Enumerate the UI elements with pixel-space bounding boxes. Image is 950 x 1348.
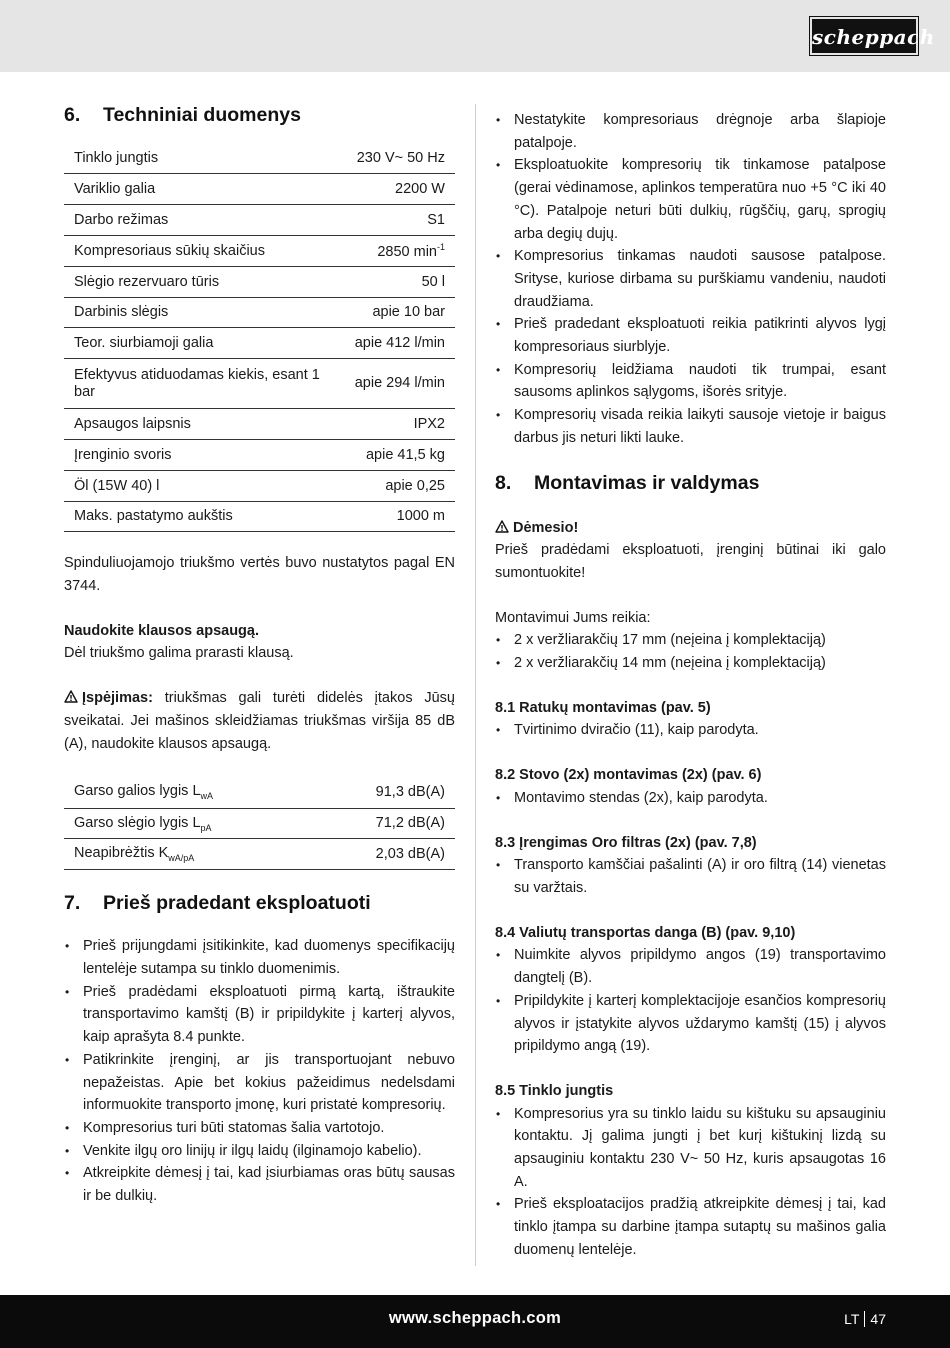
noise-measurement-text: Spinduliuojamojo triukšmo vertės buvo nustatytos pagal EN 3744.: [64, 555, 455, 594]
list-item: • Prieš eksploatacijos pradžią atkreipkite dėmesį į tai, kad tinklo įtampa su darbine įtampa sutaptų su mašinos galia duomenų lentelėje.: [495, 1193, 886, 1261]
noise-label: Garso galios lygis $L_{wA}$: [64, 777, 314, 808]
language-code: LT: [844, 1311, 860, 1327]
spec-value: 1000 m: [345, 501, 455, 532]
list-item: • Montavimo stendas (2x), kaip parodyta.: [495, 787, 886, 810]
hearing-protection-title: Naudokite klausos apsaugą.: [64, 622, 260, 639]
list-item: • Nuimkite alyvos pripildymo angos (19) transportavimo dangtelį (B).: [495, 944, 886, 989]
spec-label: Öl (15W 40) l: [64, 470, 345, 501]
list-item: • Eksploatuokite kompresorių tik tinkamose patalpose (gerai vėdinamose, aplinkos temperatūra nuo +5 °C iki 40 °C). Patalpoje neturi būti dulkių, rūgščių, garų, sprogių arba degių dujų.: [495, 154, 886, 245]
list-item: • Atkreipkite dėmesį į tai, kad įsiurbiamas oras būtų sausas ir be dulkių.: [64, 1162, 455, 1207]
spec-label: Įrenginio svoris: [64, 439, 345, 470]
spec-value: 230 V~ 50 Hz: [345, 143, 455, 174]
right-column: [495, 104, 886, 1262]
left-column: [64, 104, 455, 1208]
footer-url: www.scheppach.com: [388, 1309, 562, 1327]
footer: [0, 1295, 950, 1348]
noise-label: Neapibrėžtis $K_{wA/pA}$: [64, 839, 314, 870]
section-number: 8.: [495, 471, 512, 494]
assembly-subsections: [495, 675, 886, 1262]
subsection-title: 8.5 Tinklo jungtis: [495, 1082, 614, 1099]
spec-label: Kompresoriaus sūkių skaičius: [64, 235, 345, 266]
noise-values-table: [64, 777, 455, 870]
spec-value: 2850 $\min^{-1}$: [345, 235, 455, 266]
subsection-bullets: [495, 719, 886, 742]
spec-row: [64, 143, 455, 174]
attention-title: Dėmesio!: [495, 517, 886, 540]
list-item: • Venkite ilgų oro linijų ir ilgų laidų (ilginamojo kabelio).: [64, 1140, 455, 1163]
list-item: • Kompresorius tinkamas naudoti sausose patalpose. Srityse, kuriose dirbama su purškiamu vandeniu, naudoti draudžiama.: [495, 245, 886, 313]
noise-warning: Įspėjimas: triukšmas gali turėti didelės įtakos Jūsų sveikatai. Jei mašinos skleidžiamas triukšmas viršija 85 dB (A), naudokite klausos apsaugą.: [64, 690, 455, 752]
list-item: • Tvirtinimo dviračio (11), kaip parodyta.: [495, 719, 886, 742]
list-item: • Patikrinkite įrenginį, ar jis transportuojant nebuvo nepažeistas. Apie bet kokius pažeidimus nedelsdami informuokite transporto įmonę, kuri pristatė kompresorių.: [64, 1049, 455, 1117]
section-7-heading: [64, 892, 455, 915]
list-item: • Prieš pradėdami eksploatuoti pirmą kartą, ištraukite transportavimo kamštį (B) ir pripildykite į karterį alyvos, kaip aprašyta 8.4 punkte.: [64, 981, 455, 1049]
section-number: 6.: [64, 104, 81, 126]
spec-label: Slėgio rezervuaro tūris: [64, 266, 345, 297]
section-7-bullets-right: [495, 109, 886, 450]
warning-icon: [495, 520, 509, 533]
spec-row: [64, 328, 455, 359]
header-band: [0, 0, 950, 72]
section-title: Montavimas ir valdymas: [534, 471, 760, 494]
subsection-title: 8.1 Ratukų montavimas (pav. 5): [495, 699, 711, 716]
list-item: • Transporto kamščiai pašalinti (A) ir oro filtrą (14) vienetas su varžtais.: [495, 854, 886, 899]
list-item: • Kompresorių visada reikia laikyti sausoje vietoje ir baigus darbus jis neturi likti lauke.: [495, 404, 886, 449]
spec-label: Variklio galia: [64, 174, 345, 205]
spec-value: apie 0,25: [345, 470, 455, 501]
spec-row: [64, 409, 455, 440]
page-num: 47: [870, 1311, 886, 1327]
noise-value: 91,3 dB(A): [314, 777, 455, 808]
spec-row: [64, 235, 455, 266]
spec-label: Maks. pastatymo aukštis: [64, 501, 345, 532]
noise-value: 71,2 dB(A): [314, 808, 455, 839]
subsection-bullets: [495, 854, 886, 899]
list-item: • Kompresorius yra su tinklo laidu su kištuku su apsauginiu kontaktu. Jį galima jungti į bet kurį kištukinį lizdą su apsauginiu kontaktu 230 V~ 50 Hz, kuris apsaugotas 16 A.: [495, 1103, 886, 1194]
subsection-title: 8.4 Valiutų transportas danga (B) (pav. 9,10): [495, 924, 796, 941]
list-item: • Pripildykite į karterį komplektacijoje esančios kompresorių alyvos ir įstatykite alyvos uždarymo kamštį (15) į alyvos pripildymo angą (19).: [495, 990, 886, 1058]
spec-value: 2200 W: [345, 174, 455, 205]
spec-row: [64, 359, 455, 409]
subsection-bullets: [495, 787, 886, 810]
list-item: • 2 x veržliarakčių 17 mm (neįeina į komplektaciją): [495, 629, 886, 652]
spec-value: apie 412 l/min: [345, 328, 455, 359]
spec-label: Darbinis slėgis: [64, 297, 345, 328]
subsection-bullets: [495, 1103, 886, 1262]
hearing-protection-text: Dėl triukšmo galima prarasti klausą.: [64, 645, 294, 662]
noise-label: Garso slėgio lygis $L_{pA}$: [64, 808, 314, 839]
section-title: Techniniai duomenys: [103, 104, 301, 126]
subsection-title: 8.2 Stovo (2x) montavimas (2x) (pav. 6): [495, 767, 762, 784]
spec-row: [64, 501, 455, 532]
spec-label: Tinklo jungtis: [64, 143, 345, 174]
spec-value: S1: [345, 205, 455, 236]
noise-value: 2,03 dB(A): [314, 839, 455, 870]
scheppach-logo: scheppach: [810, 17, 918, 55]
noise-row: [64, 777, 455, 808]
section-number: 7.: [64, 892, 81, 915]
spec-row: [64, 266, 455, 297]
spec-row: [64, 174, 455, 205]
spec-label: Apsaugos laipsnis: [64, 409, 345, 440]
spec-value: 50 l: [345, 266, 455, 297]
page-number: [844, 1311, 886, 1327]
list-item: • Kompresorių leidžiama naudoti tik trumpai, esant sausoms aplinkos sąlygoms, išorės srityje.: [495, 359, 886, 404]
spec-value: apie 41,5 kg: [345, 439, 455, 470]
warning-icon: [64, 690, 78, 703]
list-item: • 2 x veržliarakčių 14 mm (neįeina į komplektaciją): [495, 652, 886, 675]
tools-intro: Montavimui Jums reikia:: [495, 609, 651, 626]
column-divider: [475, 104, 476, 1266]
noise-row: [64, 808, 455, 839]
section-8-heading: [495, 472, 886, 495]
list-item: • Kompresorius turi būti statomas šalia vartotojo.: [64, 1117, 455, 1140]
attention-text: Prieš pradėdami eksploatuoti, įrenginį būtinai iki galo sumontuokite!: [495, 542, 886, 581]
section-7-bullets-left: [64, 935, 455, 1207]
technical-data-table: [64, 143, 455, 532]
subsection-bullets: [495, 944, 886, 1058]
spec-row: [64, 470, 455, 501]
section-6-heading: [64, 104, 455, 127]
spec-row: [64, 439, 455, 470]
list-item: • Prieš prijungdami įsitikinkite, kad duomenys specifikacijų lentelėje sutampa su tinklo duomenimis.: [64, 935, 455, 980]
spec-row: [64, 297, 455, 328]
spec-row: [64, 205, 455, 236]
spec-label: Efektyvus atiduodamas kiekis, esant 1 bar: [64, 359, 345, 409]
spec-label: Teor. siurbiamoji galia: [64, 328, 345, 359]
spec-value: IPX2: [345, 409, 455, 440]
subsection-title: 8.3 Įrengimas Oro filtras (2x) (pav. 7,8): [495, 834, 757, 851]
tools-list: [495, 629, 886, 674]
section-title: Prieš pradedant eksploatuoti: [103, 892, 371, 915]
spec-value: apie 10 bar: [345, 297, 455, 328]
noise-row: [64, 839, 455, 870]
list-item: • Nestatykite kompresoriaus drėgnoje arba šlapioje patalpoje.: [495, 109, 886, 154]
list-item: • Prieš pradedant eksploatuoti reikia patikrinti alyvos lygį kompresoriaus siurblyje.: [495, 313, 886, 358]
spec-value: apie 294 l/min: [345, 359, 455, 409]
spec-label: Darbo režimas: [64, 205, 345, 236]
